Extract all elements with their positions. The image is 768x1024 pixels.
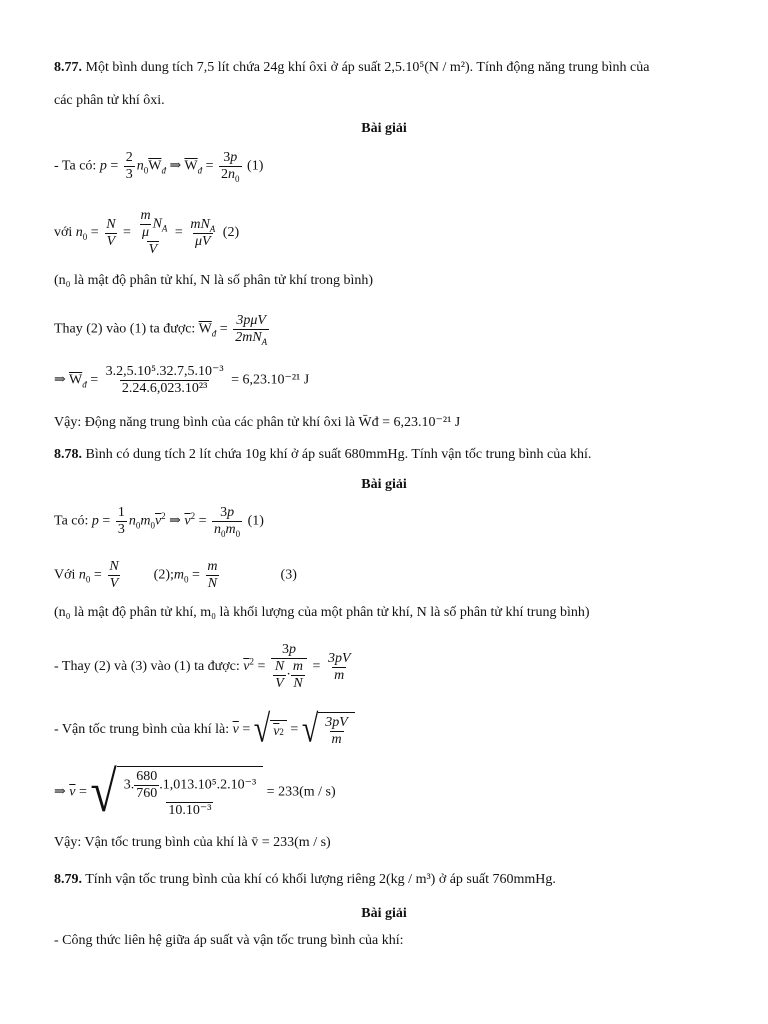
equation-877-2: với $n_0$ = $\frac{N}{V}$ = $\frac{m}{\mu}$ $N_A$ V = $\frac{mN_A}{\mu V}$ (2): [54, 208, 240, 257]
conclusion-878: Vậy: Vận tốc trung bình của khí là v̄ = 233(m / s): [54, 835, 331, 850]
conclusion-877: Vậy: Động năng trung bình của các phân tử khí ôxi là W̄đ = 6,23.10⁻²¹ J: [54, 415, 461, 430]
calc-numerator-rest: .1,013.10⁵.2.10⁻³: [159, 777, 257, 793]
problem-878-statement: [54, 446, 591, 464]
calc-result: = 233(m / s): [266, 784, 336, 800]
calc-pressure-denominator: 760: [136, 786, 158, 801]
equation-label: Với: [54, 567, 76, 583]
calc-result: = 6,23.10⁻²¹ J: [231, 372, 310, 388]
problem-text: Bình có dung tích 2 lít chứa 10g khí ở áp suất 680mmHg. Tính vận tốc trung bình của khí.: [85, 447, 592, 462]
problem-879-statement: [54, 871, 556, 889]
equation-label: - Ta có:: [54, 158, 97, 174]
equation-label: - Thay (2) và (3) vào (1) ta được:: [54, 659, 240, 675]
note-877: (n₀ là mật độ phân tử khí, N là số phân tử khí trong bình): [54, 273, 374, 288]
equation-877-1: - Ta có: p = $\frac{2}{3}$ $n_0\overline{W}_đ$ ⇒ $\overline{W}_đ$ = $\frac{3p}{2n_0}$ (1): [54, 150, 264, 184]
equation-878-3: - Thay (2) và (3) vào (1) ta được: $\overline{v}^2$ = 3p $\frac{N}{V}$ · $\frac{m}{N}$ = $\frac{3pV}{m}$: [54, 642, 351, 691]
problem-879-line1: - Công thức liên hệ giữa áp suất và vận tốc trung bình của khí:: [54, 933, 404, 948]
equation-878-4: - Vận tốc trung bình của khí là: $\overline{v}$ = √ v 2 = √ $\frac{3pV}{m}$: [54, 712, 355, 748]
equation-878-2: Với $n_0$ = $\frac{N}{V}$ $(2);m_0$ = $\frac{m}{N}$ (3): [54, 559, 297, 591]
equation-marker: (3): [280, 567, 297, 583]
equation-877-3: Thay (2) vào (1) ta được: $\overline{W}_đ$ = $\frac{\text{3pμV}}{2mN_A}$: [54, 313, 268, 347]
problem-number: 8.79.: [54, 872, 82, 887]
problem-877-statement: [54, 59, 649, 77]
equation-marker: (1): [247, 513, 264, 529]
equation-marker: (2): [222, 225, 240, 241]
equation-label: với: [54, 225, 73, 241]
equation-marker: (1): [247, 158, 264, 174]
equation-marker: (2);: [153, 567, 174, 583]
equation-878-calc: ⇒ $\overline{v}$ = √ 3. $\frac{680}{760}$ .1,013.10⁵.2.10⁻³ 10.10⁻³ = 233(m / s): [54, 760, 336, 824]
calc-denominator: 10.10⁻³: [168, 803, 212, 818]
problem-number: 8.78.: [54, 447, 82, 462]
equation-label: - Vận tốc trung bình của khí là:: [54, 722, 230, 738]
calc-numerator: 3.2,5.10⁵.32.7,5.10⁻³: [105, 364, 224, 379]
note-878: (n₀ là mật độ phân tử khí, m₀ là khối lượng của một phân tử khí, N là số phân tử khí trung bình): [54, 605, 590, 620]
problem-877-statement-cont: các phân tử khí ôxi.: [54, 93, 165, 108]
calc-pressure-numerator: 680: [136, 769, 158, 784]
problem-text: Tính vận tốc trung bình của khí có khối lượng riêng 2(kg / m³) ở áp suất 760mmHg.: [85, 872, 556, 887]
calc-denominator: 2.24.6,023.10²³: [121, 381, 208, 396]
solution-heading: Bài giải: [361, 906, 407, 921]
equation-878-1: Ta có: p = $\frac{1}{3}$ $n_0m_0\overline{v}^2$ ⇒ $\overline{v}^2$ = $\frac{3p}{n_0m_0}$ (1): [54, 505, 264, 539]
solution-heading: Bài giải: [361, 121, 407, 136]
equation-label: Ta có:: [54, 513, 89, 529]
equation-label: Thay (2) vào (1) ta được:: [54, 321, 196, 337]
problem-text: Một bình dung tích 7,5 lít chứa 24g khí ôxi ở áp suất 2,5.10⁵(N / m²). Tính động năng trung bình của: [85, 60, 650, 75]
equation-877-calc: ⇒ $\overline{W}_đ$ = $\frac{\text{3.2,5.10⁵.32.7,5.10⁻³}}{\text{2.24.6,023.10²³}}$ = 6,23.10⁻²¹ J: [54, 364, 310, 396]
problem-number: 8.77.: [54, 60, 82, 75]
solution-heading: Bài giải: [361, 477, 407, 492]
